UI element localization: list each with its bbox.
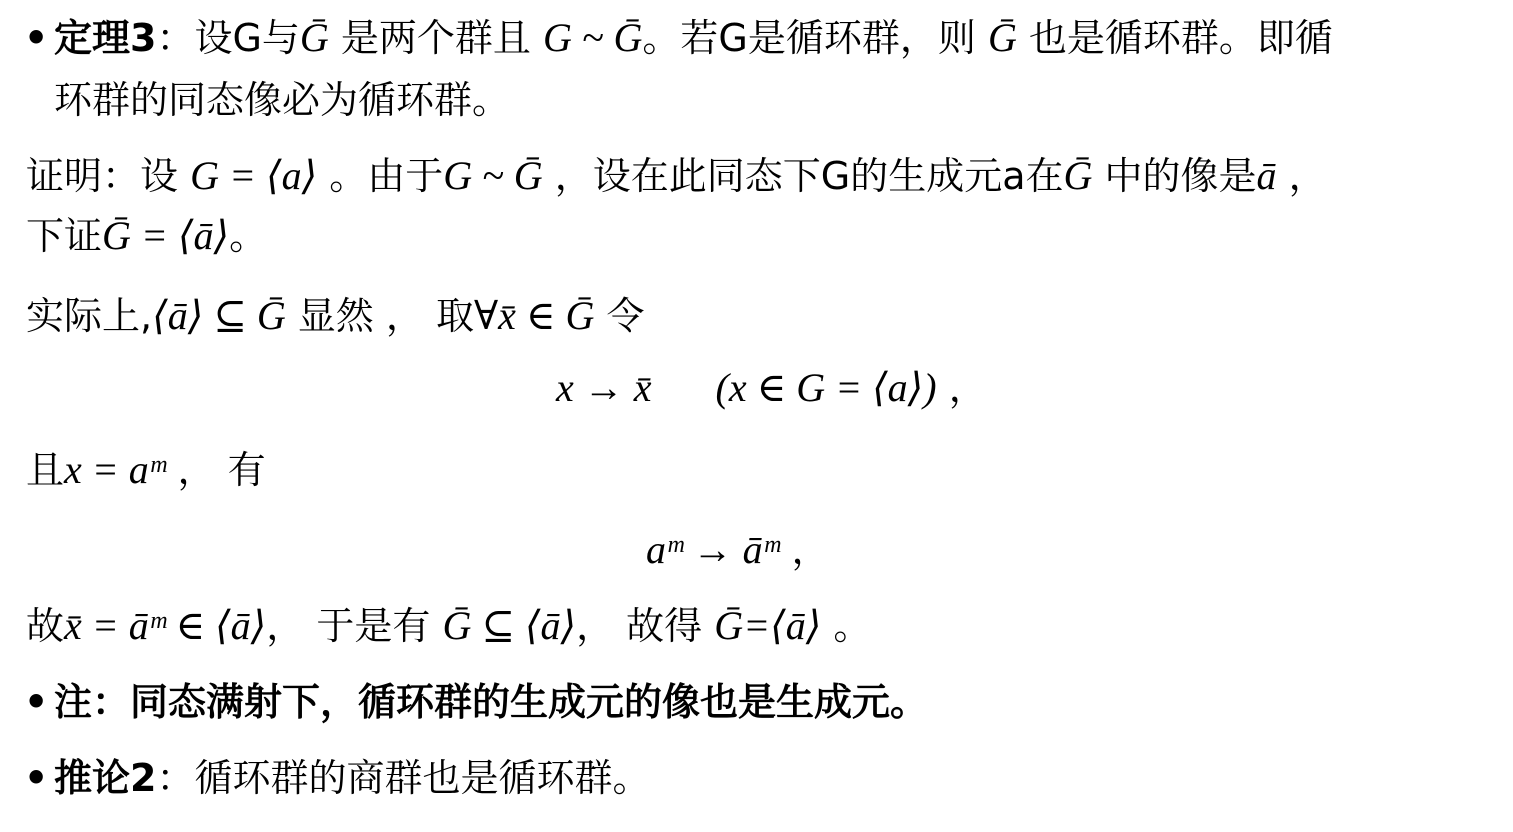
theorem3-content bbox=[54, 16, 1333, 60]
proof-text: ，设在此同态下G的生成元a在 bbox=[542, 154, 1064, 198]
math-membership: x̄ = āᵐ ∈ ⟨ā⟩ bbox=[64, 603, 267, 648]
math-abar: ā bbox=[1256, 153, 1277, 198]
proof-text: 故 bbox=[26, 604, 65, 648]
math-domain: (x ∈ G = ⟨a⟩) bbox=[715, 365, 937, 410]
corollary2-colon: ： bbox=[156, 756, 195, 800]
theorem3-text: 也是循环群。即循 bbox=[1016, 16, 1333, 60]
proof-line4 bbox=[26, 448, 266, 492]
bullet: • bbox=[24, 16, 49, 60]
proof-line1 bbox=[26, 154, 1327, 198]
math-gbar: Ḡ bbox=[987, 15, 1017, 60]
proof-text: 。由于 bbox=[317, 154, 444, 198]
math-g-generated: G = ⟨a⟩ bbox=[190, 153, 318, 198]
math-subset: ⟨ā⟩ ⊆ Ḡ bbox=[152, 293, 286, 338]
proof-line3 bbox=[26, 294, 644, 338]
corollary2-content bbox=[54, 756, 650, 800]
theorem3-colon: ： bbox=[156, 16, 195, 60]
proof-line5 bbox=[26, 604, 871, 648]
theorem3-line2: 环群的同态像必为循环群。 bbox=[54, 78, 511, 122]
proof-text: 。 bbox=[821, 604, 872, 648]
theorem3-text: 。若G是循环群，则 bbox=[642, 16, 988, 60]
math-subset: Ḡ ⊆ ⟨ā⟩ bbox=[442, 603, 577, 648]
theorem3-text: 是两个群且 bbox=[328, 16, 543, 60]
math-gbar-generated: Ḡ = ⟨ā⟩ bbox=[102, 213, 230, 258]
math-homomorphic: G ~ Ḡ bbox=[443, 153, 543, 198]
proof-label: 证明：设 bbox=[26, 154, 191, 198]
bullet: • bbox=[24, 680, 49, 724]
proof-text: 下证 bbox=[26, 214, 103, 258]
math-gbar-generated: Ḡ=⟨ā⟩ bbox=[714, 603, 822, 648]
proof-text: ， bbox=[936, 366, 987, 410]
corollary2-label: 推论2 bbox=[54, 756, 157, 800]
display-equation-2 bbox=[646, 528, 829, 572]
proof-text: 显然 ， 取 bbox=[285, 294, 474, 338]
proof-line2 bbox=[26, 214, 267, 258]
note-text: 注：同态满射下，循环群的生成元的像也是生成元。 bbox=[54, 680, 929, 724]
math-homomorphic: G ~ Ḡ bbox=[542, 15, 643, 60]
bullet: • bbox=[24, 756, 49, 800]
proof-text: ， bbox=[779, 528, 830, 572]
proof-text: 令 bbox=[594, 294, 645, 338]
proof-text: 实际上, bbox=[26, 294, 153, 338]
proof-text: 且 bbox=[26, 448, 65, 492]
proof-text: ， 有 bbox=[165, 448, 266, 492]
math-mapping: x → x̄ bbox=[556, 365, 652, 410]
proof-text: 中的像是 bbox=[1092, 154, 1257, 198]
math-forall: ∀x̄ ∈ Ḡ bbox=[473, 293, 595, 338]
display-equation-1 bbox=[556, 366, 987, 410]
math-gbar: Ḡ bbox=[1063, 153, 1093, 198]
math-x-power: x = aᵐ bbox=[64, 447, 166, 492]
proof-text: 。 bbox=[229, 214, 268, 258]
math-gbar: Ḡ bbox=[299, 15, 329, 60]
proof-text: ， 故得 bbox=[576, 604, 715, 648]
proof-text: ， 于是有 bbox=[266, 604, 443, 648]
corollary2-text: 循环群的商群也是循环群。 bbox=[194, 756, 651, 800]
theorem3-label: 定理3 bbox=[54, 16, 157, 60]
theorem3-text: 设G与 bbox=[194, 16, 300, 60]
math-power-mapping: aᵐ → āᵐ bbox=[646, 527, 780, 572]
proof-text: ， bbox=[1276, 154, 1327, 198]
